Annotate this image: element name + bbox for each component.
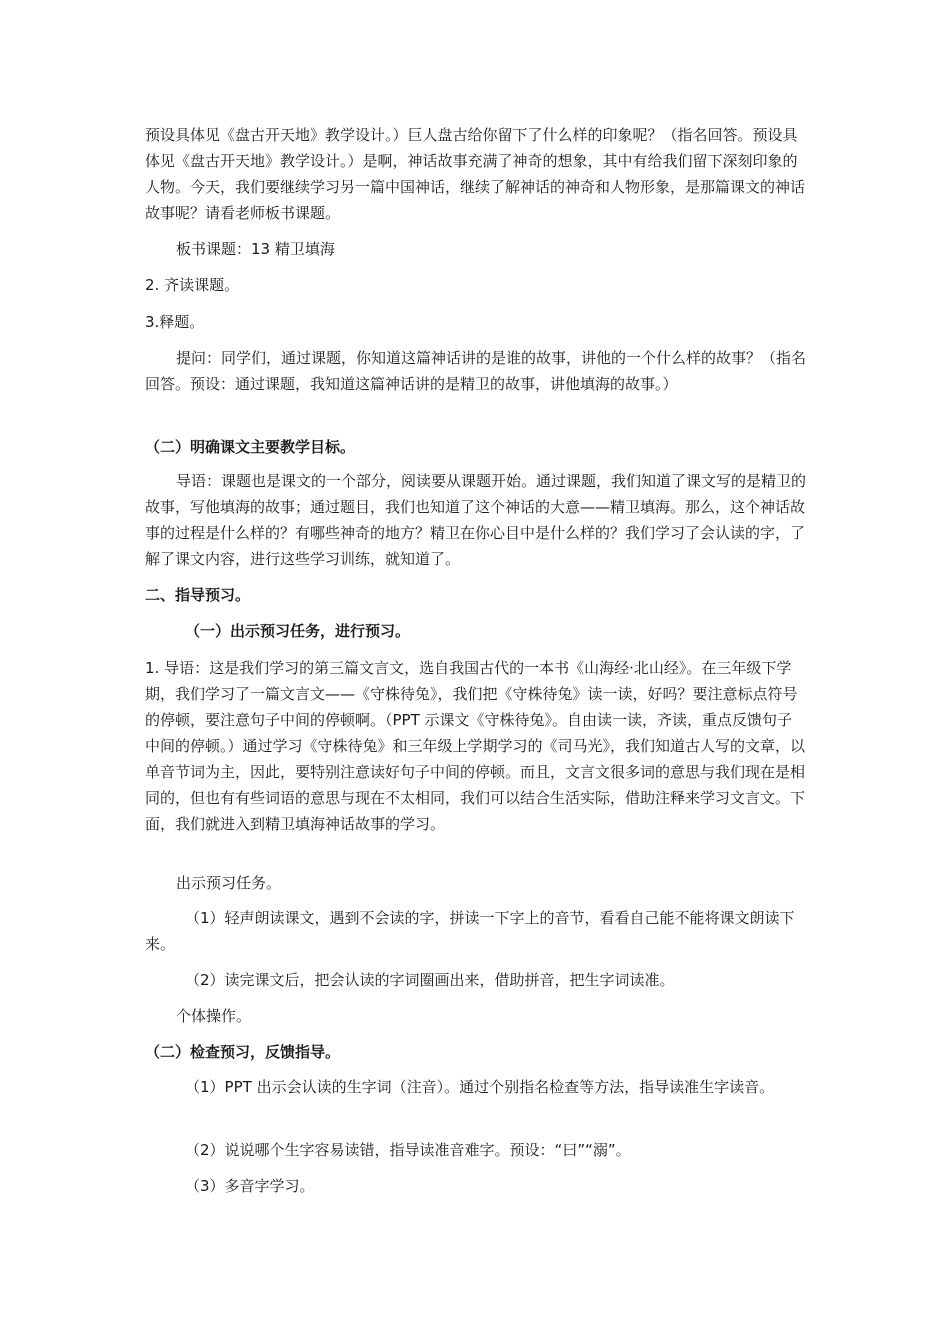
paragraph-check-2: （2）说说哪个生字容易读错，指导读准音难字。预设：“曰”“溺”。 (185, 1141, 631, 1159)
paragraph-guide-intro: 导语：课题也是课文的一个部分，阅读要从课题开始。通过课题，我们知道了课文写的是精卫的故事，写他填海的故事；通过题目，我们也知道了这个神话的大意——精卫填海。那么，这个神话故事的过程是什么样的？有哪些神奇的地方？精卫在你心目中是什么样的？我们学习了会认读的字，了解了课文内容，进行这些学习训练，就知道了。 (145, 472, 807, 568)
subsection-heading-preview-task: （一）出示预习任务，进行预习。 (185, 622, 411, 640)
paragraph-task-1: （1）轻声朗读课文，遇到不会读的字，拼读一下字上的音节，看看自己能不能将课文朗读下来。 (145, 909, 795, 953)
paragraph-classical-intro: 1. 导语：这是我们学习的第三篇文言文，选自我国古代的一本书《山海经·北山经》。在三年级下学期，我们学习了一篇文言文——《守株待兔》，我们把《守株待兔》读一读，好吗？要注意标点符号的停顿，要注意句子中间的停顿啊。（PPT 示课文《守株待兔》。自由读一读，齐读，重点反馈句子中间的停顿。）通过学习《守株待兔》和三年级上学期学习的《司马光》，我们知道古人写的文章，以单音节词为主，因此，要特别注意读好句子中间的停顿。而且，文言文很多词的意思与我们现在是相同的，但也有有些词语的意思与现在不太相同，我们可以结合生活实际，借助注释来学习文言文。下面，我们就进入到精卫填海神话故事的学习。 (145, 659, 806, 833)
paragraph-individual: 个体操作。 (176, 1007, 252, 1025)
paragraph-explain-title: 3.释题。 (145, 313, 205, 331)
paragraph-check-1: （1）PPT 出示会认读的生字词（注音）。通过个别指名检查等方法，指导读准生字读音。 (185, 1078, 775, 1096)
paragraph-task-2: （2）读完课文后，把会认读的字词圈画出来，借助拼音，把生字词读准。 (185, 971, 675, 989)
paragraph-read-title: 2. 齐读课题。 (145, 276, 240, 294)
paragraph-board-title: 板书课题：13 精卫填海 (176, 240, 335, 258)
paragraph-question: 提问：同学们，通过课题，你知道这篇神话讲的是谁的故事，讲他的一个什么样的故事？（指名回答。预设：通过课题，我知道这篇神话讲的是精卫的故事，讲他填海的故事。） (145, 349, 807, 393)
section-heading-preview: 二、指导预习。 (145, 586, 251, 604)
section-heading-check: （二）检查预习，反馈指导。 (145, 1043, 341, 1061)
section-heading-goals: （二）明确课文主要教学目标。 (145, 438, 356, 456)
paragraph-intro-review: 预设具体见《盘古开天地》教学设计。）巨人盘古给你留下了什么样的印象呢？（指名回答。预设具体见《盘古开天地》教学设计。）是啊，神话故事充满了神奇的想象，其中有给我们留下深刻印象的人物。今天，我们要继续学习另一篇中国神话，继续了解神话的神奇和人物形象，是那篇课文的神话故事呢？请看老师板书课题。 (145, 126, 806, 222)
paragraph-check-3: （3）多音字学习。 (185, 1177, 315, 1195)
paragraph-show-task: 出示预习任务。 (176, 874, 282, 892)
